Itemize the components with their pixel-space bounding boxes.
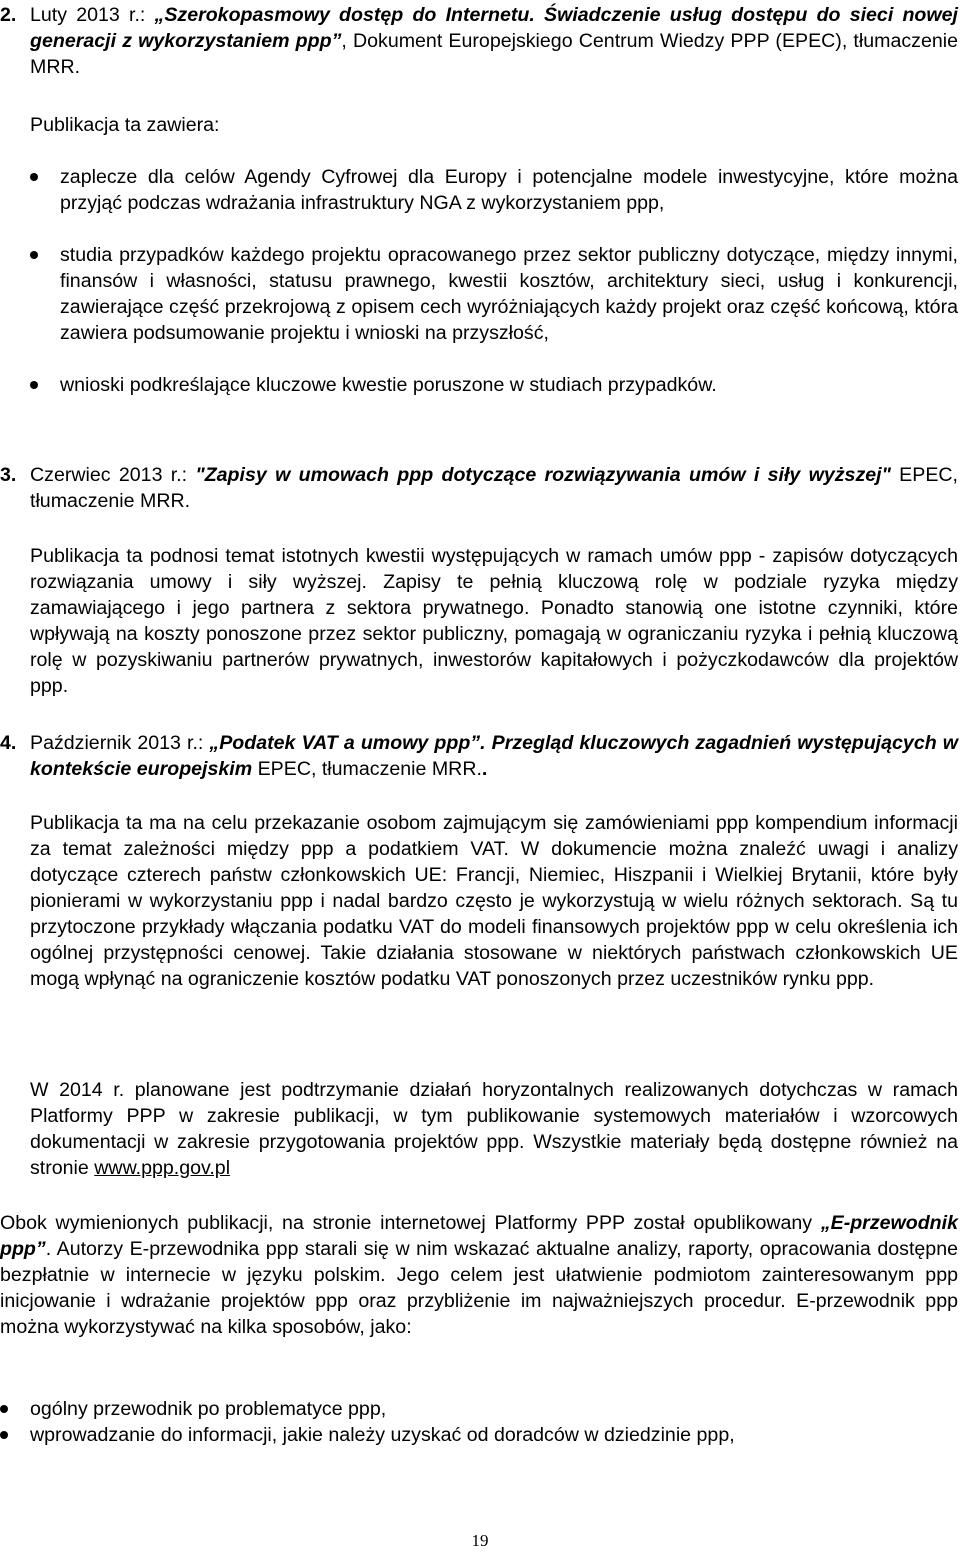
- page-number: 19: [471, 1531, 489, 1550]
- item-2-intro: Publikacja ta zawiera:: [30, 114, 220, 136]
- item-3-description: Publikacja ta podnosi temat istotnych kwestii występujących w ramach umów ppp - zapisów dotyczących rozwiązania umowy i siły wyższej. Zapisy te pełnią kluczową rolę w podziale ryzyka między zamawiającego i jego partnera z sektora prywatnego. Ponadto stanowią one istotne czynniki, które wpływają na koszty ponoszone przez sektor publiczny, pomagają w ograniczaniu ryzyka i pełnią kluczową rolę w pozyskiwaniu partnerów prywatnych, inwestorów kapitałowych i pożyczkodawców dla projektów ppp.: [30, 545, 958, 697]
- bullet-icon: [0, 1431, 8, 1439]
- item-title: „Podatek VAT a umowy ppp”. Przegląd kluczowych zagadnień występujących w kontekście europejskim: [30, 732, 958, 780]
- e-guide-bullet-list: [0, 1396, 958, 1448]
- list-item: ogólny przewodnik po problematyce ppp,: [0, 1396, 958, 1422]
- list-item: wnioski podkreślające kluczowe kwestie poruszone w studiach przypadków.: [30, 372, 958, 398]
- list-item: wprowadzanie do informacji, jakie należy uzyskać od doradców w dziedzinie ppp,: [0, 1422, 958, 1448]
- bullet-icon: [30, 381, 38, 389]
- item-source: , Dokument Europejskiego Centrum Wiedzy PPP (EPEC), tłumaczenie MRR.: [30, 30, 958, 78]
- plan-2014-paragraph: W 2014 r. planowane jest podtrzymanie działań horyzontalnych realizowanych dotychczas w ramach Platformy PPP w zakresie publikacji, w tym publikowanie systemowych materiałów i wzorcowych dokumentacji w zakresie przygotowania projektów ppp. Wszystkie materiały będą dostępne również na stronie www.ppp.gov.pl: [30, 1079, 958, 1179]
- item-2-bullet-list: [30, 164, 958, 398]
- website-link[interactable]: www.ppp.gov.pl: [94, 1157, 231, 1179]
- bullet-icon: [30, 251, 38, 259]
- item-date: Czerwiec 2013 r.:: [30, 464, 196, 486]
- item-source: EPEC, tłumaczenie MRR.: [30, 464, 958, 512]
- item-source: EPEC, tłumaczenie MRR.: [252, 758, 482, 780]
- item-4-description: Publikacja ta ma na celu przekazanie osobom zajmującym się zamówieniami ppp kompendium informacji za temat zależności między ppp a podatkiem VAT. W dokumencie można znaleźć uwagi i analizy dotyczące czterech państw członkowskich UE: Francji, Niemiec, Hiszpanii i Wielkiej Brytanii, które były pionierami w wykorzystaniu ppp i nadal bardzo często je wykorzystują w wielu różnych sektorach. Są tu przytoczone przykłady włączania podatku VAT do modeli finansowych projektów ppp w celu określenia ich ogólnej przystępności cenowej. Takie działania stosowane w niektórych państwach członkowskich UE mogą wpłynąć na ograniczenie kosztów podatku VAT ponoszonych przez uczestników rynku ppp.: [30, 812, 958, 990]
- bullet-icon: [0, 1405, 8, 1413]
- publication-item-4: [0, 730, 958, 782]
- item-title: "Zapisy w umowach ppp dotyczące rozwiązywania umów i siły wyższej": [195, 464, 891, 486]
- bullet-icon: [30, 173, 38, 181]
- item-number: 2.: [0, 4, 17, 26]
- item-heading: [30, 462, 958, 514]
- publication-item-2: [0, 2, 958, 80]
- e-guide-paragraph: Obok wymienionych publikacji, na stronie internetowej Platformy PPP został opublikowany „E-przewodnik ppp”. Autorzy E-przewodnika ppp starali się w nim wskazać aktualne analizy, raporty, opracowania dostępne bezpłatnie w internecie w języku polskim. Jego celem jest ułatwienie podmiotom zainteresowanym ppp inicjowanie i wdrażanie projektów ppp oraz przybliżenie im najważniejszych procedur. E-przewodnik ppp można wykorzystywać na kilka sposobów, jako:: [0, 1212, 958, 1338]
- e-guide-title: „E-przewodnik ppp”: [0, 1212, 958, 1260]
- item-title: „Szerokopasmowy dostęp do Internetu. Świadczenie usług dostępu do sieci nowej generacji z wykorzystaniem ppp”: [30, 4, 958, 52]
- item-heading: [30, 2, 958, 80]
- item-date: Luty 2013 r.:: [30, 4, 155, 26]
- list-item: studia przypadków każdego projektu opracowanego przez sektor publiczny dotyczące, między innymi, finansów i własności, statusu prawnego, kwestii kosztów, architektury sieci, usług i konkurencji, zawierające część przekrojową z opisem cech wyróżniających każdy projekt oraz część końcową, która zawiera podsumowanie projektu i wnioski na przyszłość,: [30, 242, 958, 346]
- item-heading: Październik 2013 r.: „Podatek VAT a umowy ppp”. Przegląd kluczowych zagadnień występujących w kontekście europejskim EPEC, tłumaczenie MRR..: [30, 732, 958, 780]
- item-date: Październik 2013 r.:: [30, 732, 210, 754]
- item-number: 3.: [0, 464, 17, 486]
- item-number: 4.: [0, 732, 17, 754]
- publication-item-3: [0, 462, 958, 514]
- list-item: zaplecze dla celów Agendy Cyfrowej dla Europy i potencjalne modele inwestycyjne, które można przyjąć podczas wdrażania infrastruktury NGA z wykorzystaniem ppp,: [30, 164, 958, 216]
